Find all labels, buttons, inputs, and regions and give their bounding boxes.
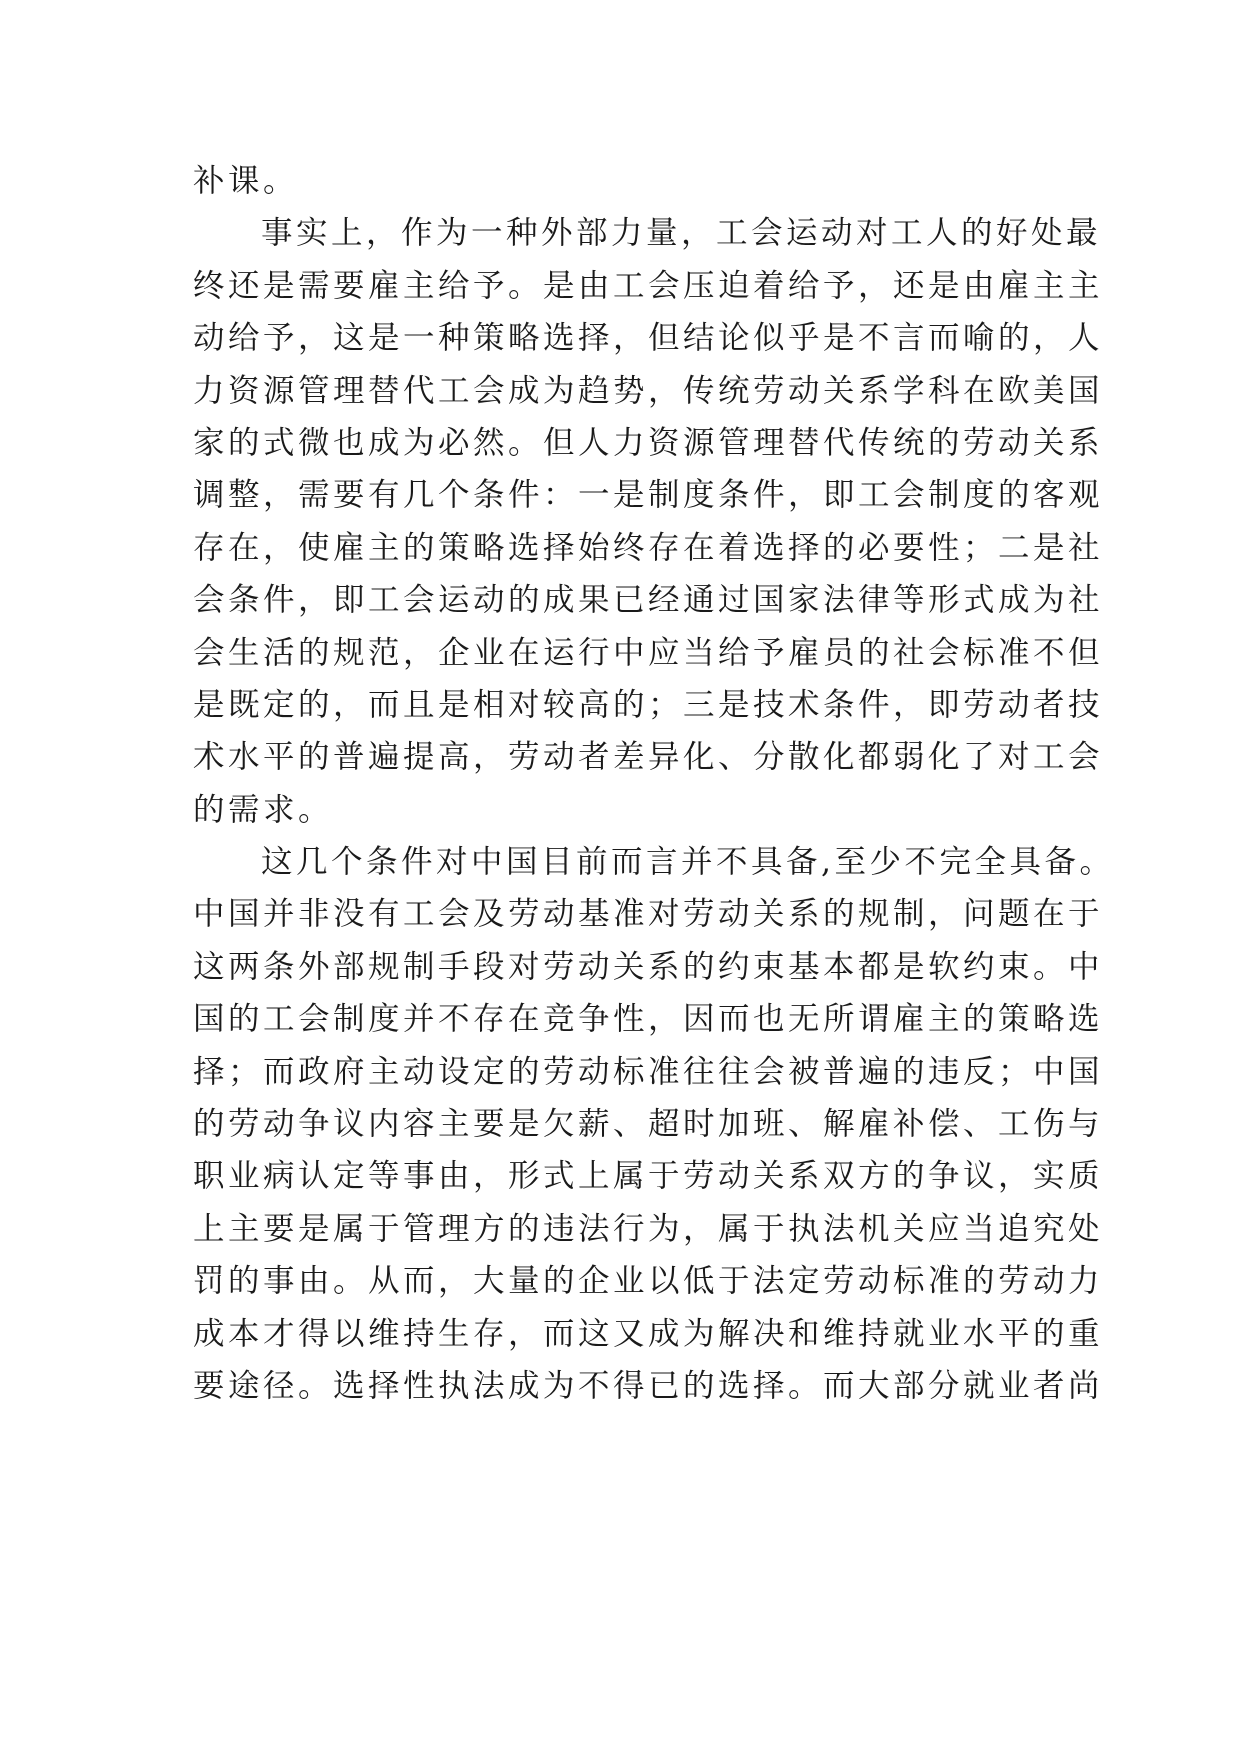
text-line: 罚的事由。从而，大量的企业以低于法定劳动标准的劳动力 xyxy=(193,1263,1104,1300)
text-line: 事实上，作为一种外部力量，工会运动对工人的好处最 xyxy=(261,215,1102,252)
text-line: 会条件，即工会运动的成果已经通过国家法律等形式成为社 xyxy=(193,582,1104,619)
text-line: 补课。 xyxy=(193,163,299,199)
text-line: 上主要是属于管理方的违法行为，属于执法机关应当追究处 xyxy=(193,1210,1104,1247)
text-line: 的劳动争议内容主要是欠薪、超时加班、解雇补偿、工伤与 xyxy=(193,1106,1104,1143)
text-line: 力资源管理替代工会成为趋势，传统劳动关系学科在欧美国 xyxy=(193,372,1104,409)
paragraph-3 xyxy=(193,836,1115,1412)
text-line: 调整，需要有几个条件：一是制度条件，即工会制度的客观 xyxy=(193,477,1104,514)
text-line: 的需求。 xyxy=(193,791,334,828)
paragraph-1 xyxy=(193,155,1051,207)
text-line: 动给予，这是一种策略选择，但结论似乎是不言而喻的，人 xyxy=(193,320,1104,357)
text-line: 存在，使雇主的策略选择始终存在着选择的必要性；二是社 xyxy=(193,529,1104,566)
text-line: 终还是需要雇主给予。是由工会压迫着给予，还是由雇主主 xyxy=(193,267,1104,304)
text-line: 是既定的，而且是相对较高的；三是技术条件，即劳动者技 xyxy=(193,686,1104,723)
text-line: 国的工会制度并不存在竞争性，因而也无所谓雇主的策略选 xyxy=(193,1001,1104,1038)
text-line: 会生活的规范，企业在运行中应当给予雇员的社会标准不但 xyxy=(193,634,1104,671)
text-line: 中国并非没有工会及劳动基准对劳动关系的规制，问题在于 xyxy=(193,896,1104,933)
text-line: 这两条外部规制手段对劳动关系的约束基本都是软约束。中 xyxy=(193,948,1104,985)
text-line: 这几个条件对中国目前而言并不具备,至少不完全具备。 xyxy=(261,844,1115,881)
text-line: 职业病认定等事由，形式上属于劳动关系双方的争议，实质 xyxy=(193,1158,1104,1195)
text-line: 要途径。选择性执法成为不得已的选择。而大部分就业者尚 xyxy=(193,1367,1104,1404)
text-line: 成本才得以维持生存，而这又成为解决和维持就业水平的重 xyxy=(193,1315,1104,1352)
text-line: 术水平的普遍提高，劳动者差异化、分散化都弱化了对工会 xyxy=(193,739,1104,776)
text-line: 择；而政府主动设定的劳动标准往往会被普遍的违反；中国 xyxy=(193,1053,1104,1090)
text-line: 家的式微也成为必然。但人力资源管理替代传统的劳动关系 xyxy=(193,424,1104,461)
body-text xyxy=(193,155,1115,1412)
paragraph-2 xyxy=(193,207,1104,836)
